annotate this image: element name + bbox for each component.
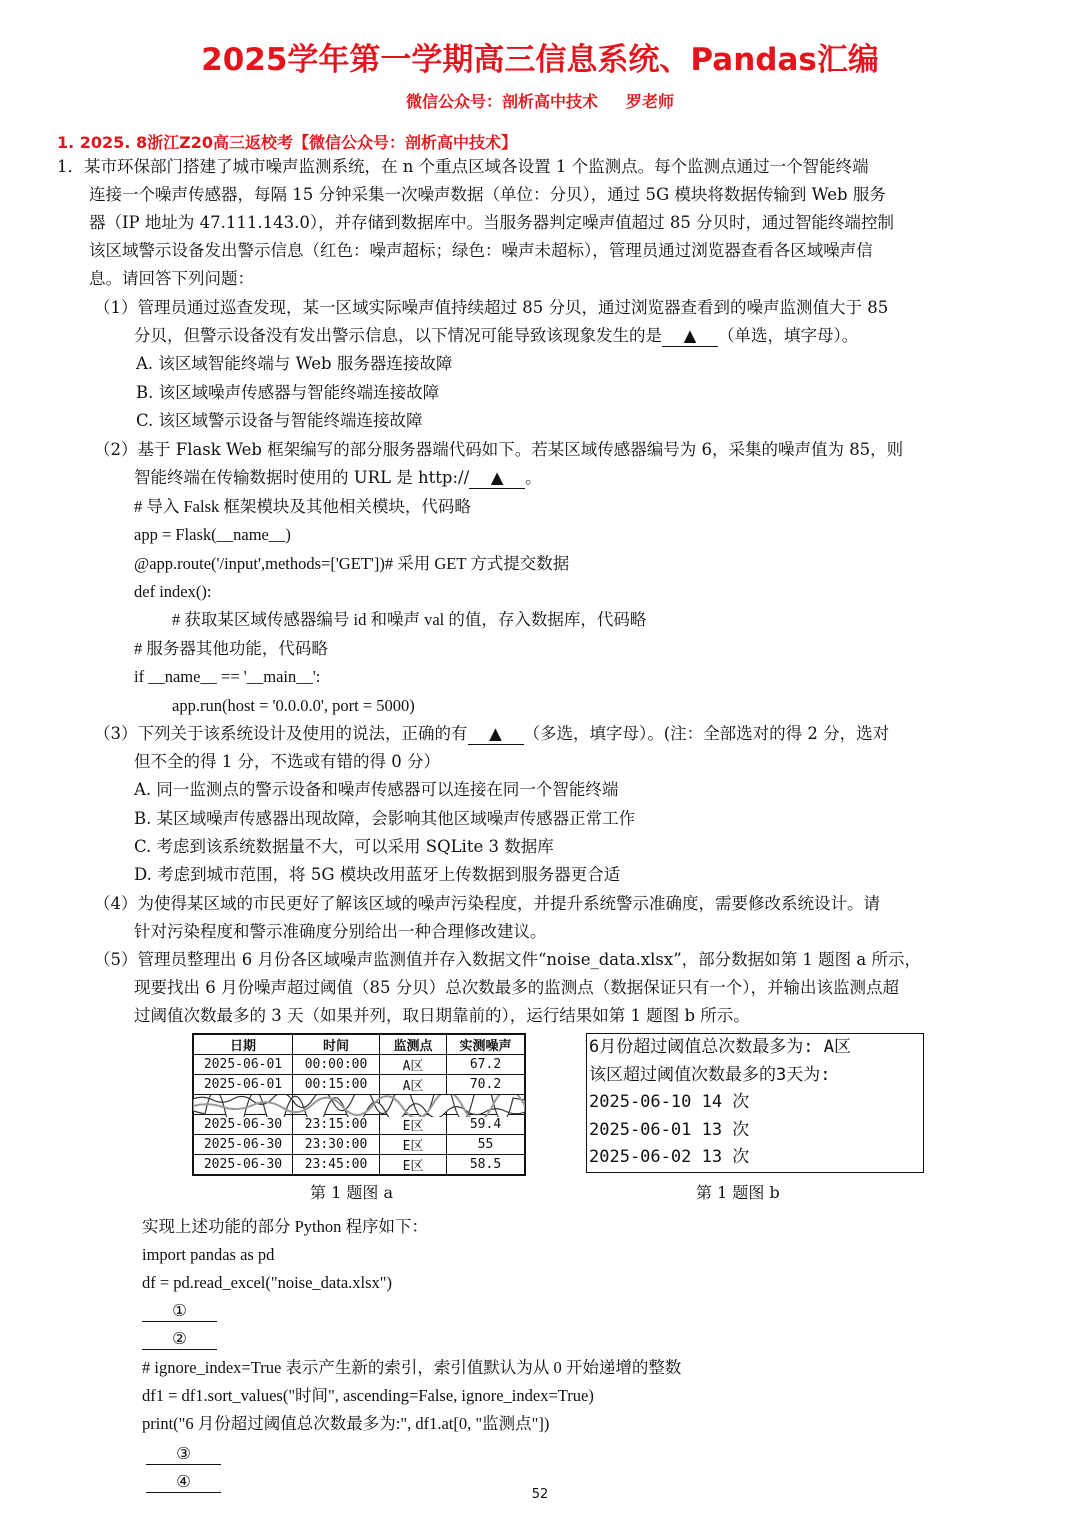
q2-text-tail: 。 [525,468,542,487]
q2-code-line: def index(): [134,582,212,601]
q2-line: （2）基于 Flask Web 框架编写的部分服务器端代码如下。若某区域传感器编号为 6，采集的噪声值为 85，则 [94,440,904,459]
figure-a-caption: 第 1 题图 a [310,1183,393,1202]
q3-text: （3）下列关于该系统设计及使用的说法，正确的有 [94,724,468,743]
table-header: 监测点 [380,1034,447,1055]
subtitle-author: 罗老师 [626,92,675,111]
q5-line: （5）管理员整理出 6 月份各区域噪声监测值并存入数据文件“noise_data.xlsx”，部分数据如第 1 题图 a 所示， [94,950,921,969]
program-line: df1 = df1.sort_values("时间", ascending=False, ignore_index=True) [142,1386,594,1405]
stem-line: 器（IP 地址为 47.111.143.0），并存储到数据库中。当服务器判定噪声值超过 85 分贝时，通过智能终端控制 [89,213,895,232]
q2-code-line: # 获取某区域传感器编号 id 和噪声 val 的值，存入数据库，代码略 [172,610,647,629]
program-line: df = pd.read_excel("noise_data.xlsx") [142,1273,393,1292]
table-row: 2025-06-01 00:15:00 A区 70.2 [193,1075,525,1095]
page-subtitle [0,89,1080,112]
program-blank-3: ③ [146,1444,221,1465]
program-blank-2: ② [142,1329,217,1350]
program-intro: 实现上述功能的部分 Python 程序如下： [142,1217,429,1236]
table-row: 2025-06-01 00:00:00 A区 67.2 [193,1055,525,1075]
stem-line: 连接一个噪声传感器，每隔 15 分钟采集一次噪声数据（单位：分贝），通过 5G 模块将数据传输到 Web 服务 [89,185,886,204]
table-break-wave [193,1095,525,1117]
q4-line: 针对污染程度和警示准确度分别给出一种合理修改建议。 [134,922,547,941]
q3-line: 但不全的得 1 分，不选或有错的得 0 分） [134,752,440,771]
q3-option-d: D. 考虑到城市范围，将 5G 模块改用蓝牙上传数据到服务器更合适 [134,865,621,884]
q2-code-line: app.run(host = '0.0.0.0', port = 5000) [172,696,415,715]
output-line: 6月份超过阈值总次数最多为: A区 [589,1037,851,1057]
q2-text: 智能终端在传输数据时使用的 URL 是 http:// [134,468,470,487]
q3-option-c: C. 考虑到该系统数据量不大，可以采用 SQLite 3 数据库 [134,837,554,856]
table-header: 时间 [293,1034,380,1055]
figure-b-caption: 第 1 题图 b [696,1183,780,1202]
output-line: 该区超过阈值次数最多的3天为: [589,1064,831,1085]
section-heading: 1. 2025. 8浙江Z20高三返校考【微信公众号：剖析高中技术】 [57,133,517,152]
stem-line: 该区域警示设备发出警示信息（红色：噪声超标；绿色：噪声未超标），管理员通过浏览器查看各区域噪声信 [89,241,873,260]
q1-option-a: A. 该区域智能终端与 Web 服务器连接故障 [136,354,453,373]
q2-code-line: app = Flask(__name__) [134,525,291,544]
output-line: 2025-06-01 13 次 [589,1119,750,1140]
output-line: 2025-06-02 13 次 [589,1147,750,1167]
q3-option-b: B. 某区域噪声传感器出现故障，会影响其他区域噪声传感器正常工作 [134,809,636,828]
q1-text: 分贝，但警示设备没有发出警示信息，以下情况可能导致该现象发生的是 [134,326,662,345]
program-blank-1: ① [142,1301,217,1322]
q2-code-line: if __name__ == '__main__': [134,667,321,686]
q2-line [134,468,542,489]
q5-line: 过阈值次数最多的 3 天（如果并列，取日期靠前的），运行结果如第 1 题图 b 所示。 [134,1006,750,1025]
table-row: 2025-06-30 23:30:00 E区 55 [193,1135,525,1155]
program-blank-4: ④ [146,1472,221,1493]
q1-answer-blank: ▲ [662,326,718,347]
q4-line: （4）为使得某区域的市民更好了解该区域的噪声污染程度，并提升系统警示准确度，需要修改系统设计。请 [94,894,880,913]
q3-text-tail: （多选，填字母）。(注：全部选对的得 2 分，选对 [523,724,890,743]
table-row: 2025-06-30 23:15:00 E区 59.4 [193,1115,525,1135]
q2-code-line: # 服务器其他功能，代码略 [134,639,328,658]
q5-line: 现要找出 6 月份噪声超过阈值（85 分贝）总次数最多的监测点（数据保证只有一个），并输出该监测点超 [134,978,899,997]
program-line: print("6 月份超过阈值总次数最多为:", df1.at[0, "监测点"]) [142,1414,550,1433]
subtitle-wechat: 微信公众号：剖析高中技术 [405,92,598,111]
table-row: 2025-06-30 23:45:00 E区 58.5 [193,1155,525,1176]
output-line: 2025-06-10 14 次 [589,1092,750,1112]
program-line: # ignore_index=True 表示产生新的索引，索引值默认为从 0 开始递增的整数 [142,1358,682,1377]
q1-option-b: B. 该区域噪声传感器与智能终端连接故障 [136,383,440,402]
stem-line: 息。请回答下列问题： [89,269,254,288]
q2-answer-blank: ▲ [469,468,525,489]
q3-line [94,724,889,745]
q2-code-line: @app.route('/input',methods=['GET'])# 采用 GET 方式提交数据 [134,554,570,573]
program-line: import pandas as pd [142,1245,275,1264]
q1-line: （1）管理员通过巡查发现，某一区域实际噪声值持续超过 85 分贝，通过浏览器查看到的噪声监测值大于 85 [94,298,889,317]
figure-b-output [586,1033,924,1173]
table-header: 日期 [193,1034,293,1055]
table-header: 实测噪声 [447,1034,526,1055]
page-number: 52 [531,1487,549,1502]
q2-code-line: # 导入 Falsk 框架模块及其他相关模块，代码略 [134,497,471,516]
stem-line: 1．某市环保部门搭建了城市噪声监测系统，在 n 个重点区域各设置 1 个监测点。每个监测点通过一个智能终端 [57,157,869,176]
q1-line [134,326,858,347]
q1-option-c: C. 该区域警示设备与智能终端连接故障 [136,411,423,430]
page-title: 2025学年第一学期高三信息系统、Pandas汇编 [201,42,879,78]
q3-answer-blank: ▲ [468,724,524,745]
q3-option-a: A. 同一监测点的警示设备和噪声传感器可以连接在同一个智能终端 [134,780,619,799]
q1-text-tail: （单选，填字母）。 [718,326,859,345]
